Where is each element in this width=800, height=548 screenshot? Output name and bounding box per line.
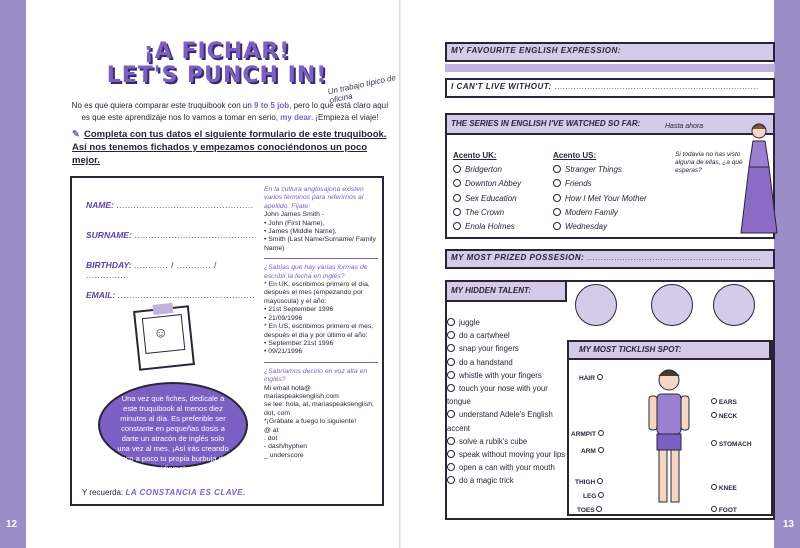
radio-icon <box>598 492 604 498</box>
series-label: THE SERIES IN ENGLISH I'VE WATCHED SO FAR: <box>451 119 641 128</box>
body-point-label: KNEE <box>718 485 737 492</box>
us-header: Acento US: <box>553 151 597 160</box>
uk-item-label: Downton Abbey <box>465 179 522 189</box>
prized-label <box>451 253 761 262</box>
radio-icon <box>453 179 461 187</box>
talent-item[interactable] <box>447 329 569 342</box>
series-box <box>445 113 775 239</box>
reminder-strong: LA CONSTANCIA ES CLAVE. <box>125 488 246 497</box>
side-note-line: * En US, escribimos primero el mes, después el día y por último el año: <box>264 323 374 339</box>
reminder-prefix: Y recuerda: <box>82 488 126 497</box>
intro-highlight: my dear <box>280 113 311 122</box>
pencil-icon: ✎ <box>72 129 80 140</box>
title-line-1: ¡A FICHAR! <box>143 39 291 64</box>
radio-icon <box>598 430 604 436</box>
side-note-line: • John (First Name), <box>264 219 325 227</box>
cant-live-bar[interactable] <box>445 78 775 98</box>
us-item-label: Stranger Things <box>565 165 622 175</box>
prized-bar[interactable] <box>445 249 775 269</box>
intro-text <box>70 100 390 124</box>
side-note-line: John James Smith - <box>264 211 325 219</box>
speech-bubble: Una vez que fiches, dedícale a este truquibook al menos diez minutos al día. Es preferible ser constante en pequeñas dosis a darte un atracón de inglés solo una vez al mes. ¡Así irás creando poco a poco tu propia burbuja del idioma! <box>98 382 248 468</box>
radio-icon <box>447 476 455 484</box>
us-item[interactable] <box>553 177 647 191</box>
talent-item[interactable] <box>447 435 569 448</box>
instruction <box>72 128 388 167</box>
intro-part: . ¡Empieza el viaje! <box>310 113 379 122</box>
body-point-right[interactable] <box>711 412 737 420</box>
bar-label-text: MY FAVOURITE ENGLISH EXPRESSION: <box>451 46 621 55</box>
uk-item[interactable] <box>453 206 521 220</box>
polaroid-illustration <box>133 305 195 371</box>
hidden-talent-label: MY HIDDEN TALENT: <box>451 286 531 295</box>
us-item-label: Wednesday <box>565 222 608 232</box>
ticklish-header <box>569 342 771 360</box>
side-notes <box>258 178 382 504</box>
series-header <box>447 115 773 135</box>
page-title <box>92 40 342 88</box>
uk-item[interactable] <box>453 192 521 206</box>
smiley-icon: ☺ <box>152 323 169 342</box>
talent-item[interactable] <box>447 342 569 355</box>
radio-icon <box>453 208 461 216</box>
email-field[interactable] <box>86 290 255 300</box>
side-note-line: • September 21st 1996 <box>264 339 334 347</box>
radio-icon <box>453 165 461 173</box>
body-point-right[interactable] <box>711 506 737 514</box>
radio-icon <box>597 374 603 380</box>
radio-icon <box>553 208 561 216</box>
radio-icon <box>447 437 455 445</box>
field-label: NAME: <box>86 200 114 210</box>
radio-icon <box>553 179 561 187</box>
us-item[interactable] <box>553 192 647 206</box>
radio-icon <box>711 506 717 512</box>
uk-item[interactable] <box>453 163 521 177</box>
uk-item-label: The Crown <box>465 207 505 217</box>
hidden-talent-header <box>447 282 567 302</box>
page-number-right: 13 <box>782 519 794 530</box>
divider <box>264 258 378 259</box>
body-point-right[interactable] <box>711 484 737 492</box>
body-point-label: FOOT <box>718 507 737 514</box>
body-point-label: LEG <box>583 493 597 500</box>
body-point-label: HAIR <box>579 375 595 382</box>
talent-label: do a magic trick <box>459 476 514 486</box>
radio-icon <box>711 398 717 404</box>
uk-header: Acento UK: <box>453 151 497 160</box>
us-item-label: How I Met Your Mother <box>565 193 647 203</box>
radio-icon <box>447 371 455 379</box>
hasta-note: Hasta ahora <box>665 123 704 130</box>
tape <box>152 303 173 315</box>
bar-dots: ................................................................ <box>587 253 762 262</box>
watch-note: Si todavía no has visto alguna de ellas, ¿a qué esperas? <box>675 151 743 174</box>
uk-column <box>453 149 521 234</box>
talent-item[interactable] <box>447 356 569 369</box>
side-note-2-intro: ¿Sabías que hay varias formas de escribir la fecha en inglés? <box>264 264 368 280</box>
talent-label: solve a rubik's cube <box>459 436 528 446</box>
field-label: BIRTHDAY: <box>86 260 132 270</box>
radio-icon <box>447 318 455 326</box>
radio-icon <box>447 410 455 418</box>
body-point-label: EARS <box>718 399 737 406</box>
side-note-3-intro: ¿Sabríamos decirlo en voz alta en inglés? <box>264 367 368 384</box>
field-dots: ................................................ <box>117 290 256 300</box>
radio-icon <box>553 165 561 173</box>
us-item[interactable] <box>553 220 647 234</box>
side-note-line: Mi email hola@ mariaspeaksenglish.com <box>264 384 339 400</box>
body-point-left[interactable] <box>575 478 603 486</box>
body-point-label: THIGH <box>575 479 596 486</box>
radio-icon <box>447 463 455 471</box>
talent-label: snap your fingers <box>459 344 519 354</box>
radio-icon <box>598 447 604 453</box>
reminder <box>82 488 246 497</box>
radio-icon <box>447 384 455 392</box>
uk-item-label: Sex Education <box>465 193 517 203</box>
title-line-2: LET'S PUNCH IN! <box>106 63 328 88</box>
body-illustration <box>643 364 695 514</box>
radio-icon <box>553 194 561 202</box>
field-dots: ............ / ............ / .............. <box>86 260 217 280</box>
radio-icon <box>711 440 717 446</box>
side-note-line: • James (Middle Name), <box>264 228 337 236</box>
body-point-right[interactable] <box>711 440 752 448</box>
side-note-line: @ at <box>264 426 279 434</box>
rubiks-cube-icon <box>651 284 693 326</box>
form-box <box>70 176 384 506</box>
magic-hat-icon <box>713 284 755 326</box>
instruction-text: Completa con tus datos el siguiente formulario de este truquibook. Así nos tenemos fichados y empezamos conociéndonos un poco mejor. <box>72 129 387 166</box>
body-point-left[interactable] <box>583 492 604 500</box>
bar-dots: ............................................................ <box>451 55 615 64</box>
radio-icon <box>711 412 717 418</box>
divider <box>264 362 378 363</box>
birthday-field[interactable] <box>86 260 258 280</box>
side-note-line: - dash/hyphen <box>264 443 308 451</box>
talent-item[interactable] <box>447 448 569 461</box>
hidden-talent-box <box>445 280 775 520</box>
field-label: SURNAME: <box>86 230 132 240</box>
finger-snap-icon <box>575 284 617 326</box>
right-page <box>400 0 774 548</box>
radio-icon <box>597 478 603 484</box>
radio-icon <box>453 194 461 202</box>
uk-item[interactable] <box>453 220 521 234</box>
talent-item[interactable] <box>447 461 569 474</box>
body-point-label: STOMACH <box>718 441 752 448</box>
radio-icon <box>553 222 561 230</box>
field-label: EMAIL: <box>86 290 116 300</box>
body-point-left[interactable] <box>579 374 603 382</box>
left-page <box>26 0 400 548</box>
radio-icon <box>596 506 602 512</box>
talent-label: touch your nose with your tongue <box>447 384 548 407</box>
talent-label: do a cartwheel <box>459 331 510 341</box>
side-note-line: *¡Grábate a fuego lo siguiente! <box>264 418 357 426</box>
side-note-line: • 21/09/1996 <box>264 314 303 322</box>
talent-label: do a handstand <box>459 357 513 367</box>
side-note-line: • 21st September 1996 <box>264 306 334 314</box>
body-point-label: NECK <box>718 413 738 420</box>
side-note: Un trabajo típico de oficina <box>326 73 397 106</box>
talent-item[interactable] <box>447 382 569 408</box>
body-point-label: ARM <box>581 448 596 455</box>
page-number-left: 12 <box>6 519 18 530</box>
side-note-line: • 09/21/1996 <box>264 348 303 356</box>
stripe <box>445 64 775 72</box>
body-point-left[interactable] <box>571 430 604 438</box>
radio-icon <box>453 222 461 230</box>
expression-bar[interactable] <box>445 42 775 62</box>
side-note-line: _ underscore <box>264 451 304 459</box>
intro-part: , pero lo que está claro aquí es que este aprendizaje nos lo vamos a tomar en serio, <box>81 101 389 122</box>
talent-list <box>447 316 569 488</box>
intro-part: No es que quiera comparar este truquibook con un <box>71 101 255 110</box>
side-note-line: se lee: hola, at, mariaspeaksenglish, dot, com <box>264 401 374 417</box>
radio-icon <box>447 358 455 366</box>
ticklish-label: MY MOST TICKLISH SPOT: <box>579 345 682 354</box>
surname-field[interactable] <box>86 230 254 240</box>
bar-label-text: MY MOST PRIZED POSSESION: <box>451 253 585 262</box>
us-item-label: Friends <box>565 179 592 189</box>
talent-item[interactable] <box>447 474 569 487</box>
intro-highlight: 9 to 5 job <box>254 101 290 110</box>
body-point-left[interactable] <box>577 506 602 514</box>
side-note-1-intro: En la cultura anglosajona existen varios términos para referirnos al apellido. Fíjate: <box>264 186 364 210</box>
talent-item[interactable] <box>447 369 569 382</box>
body-point-label: ARMPIT <box>571 431 596 438</box>
talent-label: whistle with your fingers <box>459 370 542 380</box>
talent-item[interactable] <box>447 408 569 434</box>
side-note-line: • Smith (Last Name/Surname/ Family Name) <box>264 236 376 252</box>
lady-illustration <box>739 117 779 237</box>
body-point-left[interactable] <box>581 447 604 455</box>
body-point-label: TOES <box>577 507 595 514</box>
expression-label <box>451 46 773 64</box>
body-point-right[interactable] <box>711 398 737 406</box>
side-note-line: * En UK, escribimos primero el día, después el mes (empezando por mayúscula) y el año: <box>264 281 370 305</box>
bar-label-text: I CAN'T LIVE WITHOUT: <box>451 82 552 91</box>
radio-icon <box>447 331 455 339</box>
cant-live-label <box>451 82 759 91</box>
bar-dots: ........................................................................... <box>554 82 759 91</box>
radio-icon <box>447 450 455 458</box>
us-column <box>553 149 647 234</box>
field-dots: ................................................ <box>116 200 254 210</box>
uk-item-label: Enola Holmes <box>465 222 515 232</box>
talent-label: open a can with your mouth <box>459 463 555 473</box>
form-fields <box>72 178 258 504</box>
radio-icon <box>447 344 455 352</box>
us-item[interactable] <box>553 163 647 177</box>
radio-icon <box>711 484 717 490</box>
ticklish-box <box>567 340 773 516</box>
talent-label: understand Adele's English accent <box>447 410 553 433</box>
us-item-label: Modern Family <box>565 207 618 217</box>
name-field[interactable] <box>86 200 254 210</box>
us-item[interactable] <box>553 206 647 220</box>
field-dots: .......................................... <box>134 230 255 240</box>
side-note-line: . dot <box>264 434 278 442</box>
talent-label: speak without moving your lips <box>459 450 566 460</box>
talent-item[interactable] <box>447 316 569 329</box>
talent-label: juggle <box>459 318 480 327</box>
uk-item[interactable] <box>453 177 521 191</box>
uk-item-label: Bridgerton <box>465 165 502 175</box>
